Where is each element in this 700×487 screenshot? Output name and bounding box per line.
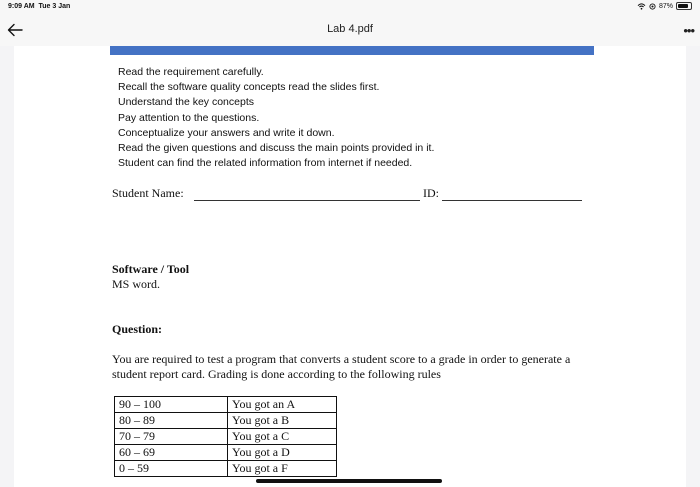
- instructions-list: [118, 65, 434, 171]
- grade-result-cell: You got a C: [228, 429, 337, 445]
- question-text: You are required to test a program that converts a student score to a grade in order to generate a student report card. Grading is done according to the following rules: [112, 352, 571, 381]
- question-heading: Question:: [112, 322, 163, 336]
- score-range-cell: 0 – 59: [115, 461, 228, 477]
- score-range-cell: 90 – 100: [115, 397, 228, 413]
- document-title: Lab 4.pdf: [327, 23, 373, 35]
- grade-result-cell: You got a B: [228, 413, 337, 429]
- battery-icon: [676, 2, 692, 10]
- student-id-label: ID:: [423, 186, 439, 200]
- location-icon: [649, 3, 656, 10]
- grade-result-cell: You got a F: [228, 461, 337, 477]
- table-row: [115, 445, 337, 461]
- instruction-line: Pay attention to the questions.: [118, 111, 260, 124]
- student-name-line: [194, 200, 420, 201]
- wifi-icon: [637, 3, 646, 10]
- grade-result-cell: You got a D: [228, 445, 337, 461]
- software-value: MS word.: [112, 277, 161, 291]
- pdf-page[interactable]: [14, 46, 686, 487]
- header-band: [110, 46, 594, 55]
- instruction-line: Recall the software quality concepts read the slides first.: [118, 81, 380, 94]
- student-name-label: Student Name:: [112, 186, 184, 200]
- score-range-cell: 70 – 79: [115, 429, 228, 445]
- instruction-line: Understand the key concepts: [118, 96, 254, 109]
- status-indicators: [637, 2, 692, 10]
- battery-level: [678, 4, 688, 8]
- grading-table: [114, 396, 337, 477]
- date-text: Tue 3 Jan: [38, 3, 71, 10]
- nav-bar: [0, 14, 700, 46]
- grade-result-cell: You got an A: [228, 397, 337, 413]
- status-bar: [0, 0, 700, 14]
- more-options-icon[interactable]: •••: [683, 23, 694, 38]
- score-range-cell: 60 – 69: [115, 445, 228, 461]
- table-row: [115, 413, 337, 429]
- time-text: 9:09 AM: [8, 3, 35, 10]
- student-id-line: [442, 200, 582, 201]
- score-range-cell: 80 – 89: [115, 413, 228, 429]
- instruction-line: Read the given questions and discuss the main points provided in it.: [118, 142, 435, 155]
- status-time: [8, 3, 70, 10]
- battery-percent: 87%: [658, 2, 673, 10]
- instruction-line: Conceptualize your answers and write it down.: [118, 126, 335, 139]
- table-row: [115, 397, 337, 413]
- table-row: [115, 429, 337, 445]
- instruction-line: Student can find the related information from internet if needed.: [118, 157, 413, 170]
- table-row: [115, 461, 337, 477]
- software-heading: Software / Tool: [112, 262, 190, 276]
- home-indicator[interactable]: [256, 479, 442, 483]
- instruction-line: Read the requirement carefully.: [118, 66, 264, 78]
